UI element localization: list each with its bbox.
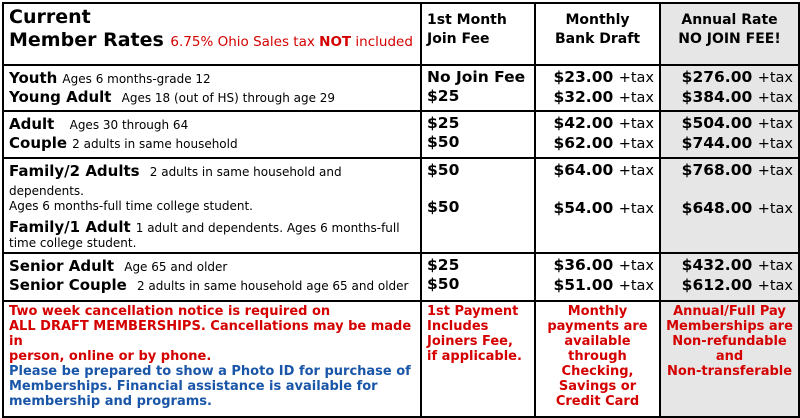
membership-name: Family/2 Adults <box>9 162 140 180</box>
monthly-price: $42.00 +tax <box>553 114 654 132</box>
annual-note-line: Non-transferable <box>666 364 793 379</box>
monthly-note-line: available through <box>564 334 631 364</box>
monthly-note-line: Savings or <box>558 379 637 394</box>
annual-price: $504.00 +tax <box>681 114 793 132</box>
join-fee-cell <box>421 65 535 111</box>
membership-desc: 2 adults in same household <box>72 137 238 151</box>
join-fee: $50 <box>427 198 460 216</box>
rate-group-adult <box>3 111 799 158</box>
membership-desc-cont: time college student. <box>9 236 137 250</box>
membership-desc-cont: Ages 6 months-full time college student. <box>9 199 253 213</box>
join-fee: $50 <box>427 161 460 179</box>
monthly-note-line: payments are <box>547 319 648 334</box>
monthly-cell <box>535 253 660 301</box>
policy-notes <box>3 301 421 417</box>
monthly-price: $62.00 +tax <box>553 134 654 152</box>
annual-header-line2: NO JOIN FEE! <box>678 31 781 47</box>
membership-desc: 2 adults in same household and dependents. <box>9 165 342 198</box>
title-line2-wrap <box>9 29 415 54</box>
footer-row <box>3 301 799 417</box>
membership-desc: Ages 18 (out of HS) through age 29 <box>121 91 336 105</box>
membership-names <box>3 158 421 253</box>
membership-names <box>3 253 421 301</box>
join-fee-header-line2: Join Fee <box>427 31 490 47</box>
join-fee-header-line1: 1st Month <box>427 12 507 28</box>
membership-young-adult <box>9 87 415 106</box>
payment-note-line: Includes <box>427 319 489 334</box>
annual-price: $432.00 +tax <box>681 256 793 274</box>
payment-note-line: Joiners Fee, <box>427 334 513 349</box>
payment-note-line: 1st Payment <box>427 304 519 319</box>
membership-name: Young Adult <box>9 88 112 106</box>
annual-price: $612.00 +tax <box>681 276 793 294</box>
membership-name: Couple <box>9 134 68 152</box>
photo-id-note-line: Memberships. Financial assistance is available for <box>9 379 378 394</box>
membership-desc: Ages 6 months-grade 12 <box>62 72 211 86</box>
monthly-cell <box>535 158 660 253</box>
tax-note-suffix: included <box>351 34 413 50</box>
monthly-price: $54.00 +tax <box>553 199 654 217</box>
membership-couple <box>9 133 415 152</box>
monthly-price: $23.00 +tax <box>553 68 654 86</box>
membership-name: Youth <box>9 69 58 87</box>
annual-note-line: Annual/Full Pay <box>673 304 786 319</box>
membership-adult <box>9 114 415 133</box>
membership-desc: 1 adult and dependents. Ages 6 months-full <box>135 221 400 235</box>
rate-group-youth <box>3 65 799 111</box>
annual-note-line: Memberships are <box>666 319 793 334</box>
title-line2: Member Rates <box>9 29 164 51</box>
title-line1: Current <box>9 6 91 28</box>
tax-note <box>170 34 413 50</box>
annual-header-line1: Annual Rate <box>681 12 778 28</box>
annual-price: $744.00 +tax <box>681 134 793 152</box>
cancellation-note-line: ALL DRAFT MEMBERSHIPS. Cancellations may be made in <box>9 319 412 349</box>
join-fee-cell <box>421 253 535 301</box>
tax-note-emphasis: NOT <box>319 34 352 50</box>
annual-cell <box>660 65 799 111</box>
join-fee: $25 <box>427 256 460 274</box>
annual-price: $768.00 +tax <box>681 161 793 179</box>
rate-group-family <box>3 158 799 253</box>
annual-cell <box>660 158 799 253</box>
annual-price: $276.00 +tax <box>681 68 793 86</box>
photo-id-note-line: membership and programs. <box>9 394 212 409</box>
join-fee-cell <box>421 111 535 158</box>
monthly-cell <box>535 65 660 111</box>
monthly-price: $36.00 +tax <box>553 256 654 274</box>
monthly-note-line: Checking, <box>561 364 634 379</box>
join-fee: No Join Fee <box>427 68 526 86</box>
annual-cell <box>660 111 799 158</box>
member-rates-table <box>2 2 800 418</box>
title-cell <box>3 3 421 65</box>
membership-names <box>3 65 421 111</box>
membership-family-1-adult <box>9 217 415 236</box>
cancellation-note-line: person, online or by phone. <box>9 349 212 364</box>
membership-desc: 2 adults in same household age 65 and older <box>136 279 409 293</box>
join-fee-header <box>421 3 535 65</box>
monthly-note-line: Credit Card <box>555 394 640 409</box>
annual-header <box>660 3 799 65</box>
annual-cell <box>660 253 799 301</box>
monthly-note-line: Monthly <box>567 304 628 319</box>
membership-youth <box>9 68 415 87</box>
annual-payment-note <box>660 301 799 417</box>
annual-price: $384.00 +tax <box>681 88 793 106</box>
header-row <box>3 3 799 65</box>
membership-name: Senior Adult <box>9 257 115 275</box>
join-fee: $25 <box>427 87 460 105</box>
monthly-cell <box>535 111 660 158</box>
monthly-price: $32.00 +tax <box>553 88 654 106</box>
monthly-payment-note <box>535 301 660 417</box>
join-fee-cell <box>421 158 535 253</box>
annual-note-line: and <box>715 349 744 364</box>
cancellation-note-line: Two week cancellation notice is required on <box>9 304 331 319</box>
payment-note-line: if applicable. <box>427 349 522 364</box>
membership-desc: Ages 30 through 64 <box>69 118 189 132</box>
payment-note <box>421 301 535 417</box>
membership-names <box>3 111 421 158</box>
annual-note-line: Non-refundable <box>672 334 787 349</box>
monthly-price: $64.00 +tax <box>553 161 654 179</box>
annual-price: $648.00 +tax <box>681 199 793 217</box>
membership-name: Senior Couple <box>9 276 127 294</box>
join-fee: $25 <box>427 114 460 132</box>
join-fee: $50 <box>427 275 460 293</box>
membership-name: Adult <box>9 115 55 133</box>
membership-senior-couple <box>9 275 415 294</box>
membership-name: Family/1 Adult <box>9 218 131 236</box>
membership-family-2-adults <box>9 161 415 199</box>
tax-note-prefix: 6.75% Ohio Sales tax <box>170 34 320 50</box>
photo-id-note-line: Please be prepared to show a Photo ID for purchase of <box>9 364 411 379</box>
monthly-price: $51.00 +tax <box>553 276 654 294</box>
monthly-header-line1: Monthly <box>565 12 630 28</box>
monthly-header <box>535 3 660 65</box>
membership-desc: Age 65 and older <box>124 260 228 274</box>
monthly-header-line2: Bank Draft <box>554 31 641 47</box>
membership-senior-adult <box>9 256 415 275</box>
rate-group-senior <box>3 253 799 301</box>
join-fee: $50 <box>427 133 460 151</box>
